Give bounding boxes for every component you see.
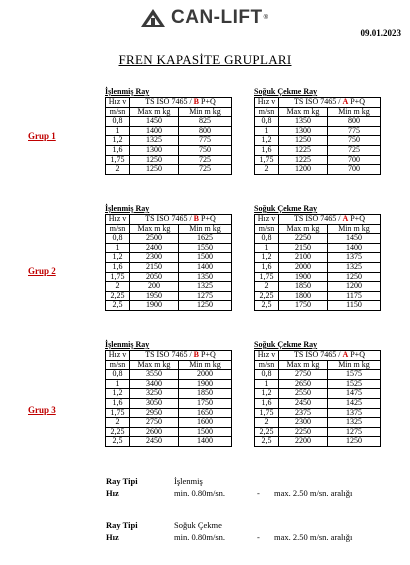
speed-cell: 1,75 xyxy=(255,408,279,418)
min-cell: 1450 xyxy=(328,234,381,244)
min-cell: 1250 xyxy=(328,437,381,447)
table-row xyxy=(106,155,232,165)
max-cell: 2400 xyxy=(130,243,179,253)
rail-type-label: Ray Tipi xyxy=(106,520,138,530)
table-row xyxy=(255,437,381,447)
max-cell: 2500 xyxy=(130,234,179,244)
min-cell: 1525 xyxy=(328,379,381,389)
table-row xyxy=(106,301,232,311)
speed-cell: 0,8 xyxy=(255,234,279,244)
rail-class-letter: A xyxy=(342,97,349,106)
min-header: Min m kg xyxy=(328,224,381,234)
group-label: Grup 2 xyxy=(28,266,56,276)
speed-cell: 2,5 xyxy=(106,301,130,311)
speed-cell: 0,8 xyxy=(255,117,279,127)
registered-mark: ® xyxy=(263,15,269,21)
max-cell: 1200 xyxy=(279,165,328,175)
speed-header: Hız v xyxy=(255,98,279,108)
pq-text: P+Q xyxy=(348,214,365,223)
rail-class-letter: B xyxy=(193,97,200,106)
max-cell: 1950 xyxy=(130,291,179,301)
table-row xyxy=(255,165,381,175)
speed-cell: 2 xyxy=(255,418,279,428)
max-cell: 1900 xyxy=(279,272,328,282)
max-cell: 3550 xyxy=(130,370,179,380)
min-cell: 1500 xyxy=(179,253,232,263)
max-cell: 2450 xyxy=(279,398,328,408)
speed-cell: 1 xyxy=(255,243,279,253)
speed-cell: 1,75 xyxy=(255,155,279,165)
speed-cell: 1,6 xyxy=(106,262,130,272)
rail-class-letter: B xyxy=(193,214,200,223)
max-header: Max m kg xyxy=(130,107,179,117)
min-cell: 800 xyxy=(179,126,232,136)
table-row xyxy=(255,117,381,127)
min-cell: 700 xyxy=(328,155,381,165)
table-row xyxy=(255,418,381,428)
speed-cell: 1,2 xyxy=(106,389,130,399)
table-row xyxy=(106,418,232,428)
max-cell: 1400 xyxy=(130,126,179,136)
max-speed: max. 2.50 m/sn. aralığı xyxy=(274,488,353,498)
max-header: Max m kg xyxy=(279,107,328,117)
table-row xyxy=(255,262,381,272)
left-table-title: İşlenmiş Ray xyxy=(105,340,150,349)
speed-cell: 2,25 xyxy=(106,427,130,437)
right-brake-table xyxy=(254,97,381,175)
right-table-title: Soğuk Çekme Ray xyxy=(254,340,318,349)
speed-cell: 1,75 xyxy=(106,408,130,418)
left-table-title: İşlenmiş Ray xyxy=(105,204,150,213)
speed-unit-header: m/sn xyxy=(255,224,279,234)
right-brake-table xyxy=(254,214,381,311)
min-cell: 1575 xyxy=(328,370,381,380)
right-table-title: Soğuk Çekme Ray xyxy=(254,204,318,213)
min-cell: 1400 xyxy=(179,437,232,447)
speed-cell: 1 xyxy=(106,126,130,136)
min-speed: min. 0.80m/sn. xyxy=(174,488,226,498)
min-cell: 1250 xyxy=(328,272,381,282)
speed-cell: 1,6 xyxy=(255,145,279,155)
standard-header xyxy=(130,98,232,108)
max-cell: 1750 xyxy=(279,301,328,311)
speed-cell: 0,8 xyxy=(106,234,130,244)
speed-unit-header: m/sn xyxy=(106,224,130,234)
standard-text: TS ISO 7465 / xyxy=(294,97,343,106)
max-header: Max m kg xyxy=(130,224,179,234)
table-row xyxy=(106,437,232,447)
max-cell: 2000 xyxy=(279,262,328,272)
max-cell: 3250 xyxy=(130,389,179,399)
pq-text: P+Q xyxy=(348,97,365,106)
table-row xyxy=(106,370,232,380)
speed-cell: 1,2 xyxy=(106,253,130,263)
speed-cell: 1,2 xyxy=(255,136,279,146)
table-row xyxy=(255,145,381,155)
speed-cell: 2,25 xyxy=(255,291,279,301)
left-table-title: İşlenmiş Ray xyxy=(105,87,150,96)
max-cell: 1250 xyxy=(130,155,179,165)
speed-cell: 2,5 xyxy=(255,437,279,447)
standard-header xyxy=(130,215,232,225)
max-cell: 2300 xyxy=(279,418,328,428)
min-cell: 1400 xyxy=(328,243,381,253)
table-row xyxy=(255,398,381,408)
min-cell: 725 xyxy=(179,165,232,175)
max-speed: max. 2.50 m/sn. aralığı xyxy=(274,532,353,542)
min-cell: 1200 xyxy=(328,282,381,292)
speed-cell: 1,75 xyxy=(255,272,279,282)
rail-type-label: Ray Tipi xyxy=(106,476,138,486)
speed-cell: 1,6 xyxy=(106,145,130,155)
min-header: Min m kg xyxy=(179,224,232,234)
min-cell: 750 xyxy=(179,145,232,155)
max-cell: 2750 xyxy=(130,418,179,428)
max-cell: 1900 xyxy=(130,301,179,311)
speed-unit-header: m/sn xyxy=(106,107,130,117)
speed-header: Hız v xyxy=(106,351,130,361)
max-cell: 2150 xyxy=(130,262,179,272)
speed-cell: 2 xyxy=(255,165,279,175)
min-cell: 1625 xyxy=(179,234,232,244)
speed-cell: 1 xyxy=(106,243,130,253)
speed-cell: 2 xyxy=(106,418,130,428)
min-cell: 1250 xyxy=(179,301,232,311)
range-dash: - xyxy=(257,532,260,542)
rail-class-letter: A xyxy=(342,214,349,223)
group-label: Grup 3 xyxy=(28,405,56,415)
table-row xyxy=(255,234,381,244)
min-cell: 1350 xyxy=(179,272,232,282)
table-row xyxy=(106,145,232,155)
rail-type-value: Soğuk Çekme xyxy=(174,520,222,530)
min-cell: 1325 xyxy=(328,418,381,428)
min-cell: 1900 xyxy=(179,379,232,389)
speed-cell: 2,25 xyxy=(255,427,279,437)
min-cell: 700 xyxy=(328,165,381,175)
standard-text: TS ISO 7465 / xyxy=(145,97,194,106)
group-label: Grup 1 xyxy=(28,131,56,141)
speed-cell: 1 xyxy=(106,379,130,389)
max-cell: 2550 xyxy=(279,389,328,399)
max-cell: 2450 xyxy=(130,437,179,447)
speed-unit-header: m/sn xyxy=(255,107,279,117)
speed-cell: 1 xyxy=(255,379,279,389)
max-cell: 2750 xyxy=(279,370,328,380)
min-cell: 1150 xyxy=(328,301,381,311)
standard-header xyxy=(130,351,232,361)
left-brake-table xyxy=(105,350,232,447)
min-cell: 2000 xyxy=(179,370,232,380)
min-header: Min m kg xyxy=(179,107,232,117)
document-date: 09.01.2023 xyxy=(360,28,401,38)
max-header: Max m kg xyxy=(130,360,179,370)
speed-cell: 2 xyxy=(106,282,130,292)
min-cell: 1750 xyxy=(179,398,232,408)
min-header: Min m kg xyxy=(328,107,381,117)
min-cell: 1425 xyxy=(328,398,381,408)
right-brake-table xyxy=(254,350,381,447)
min-cell: 1400 xyxy=(179,262,232,272)
table-row xyxy=(106,262,232,272)
min-speed: min. 0.80m/sn. xyxy=(174,532,226,542)
speed-cell: 1,2 xyxy=(255,389,279,399)
table-row xyxy=(255,370,381,380)
speed-cell: 1,2 xyxy=(255,253,279,263)
max-cell: 200 xyxy=(130,282,179,292)
max-cell: 3400 xyxy=(130,379,179,389)
table-row xyxy=(106,234,232,244)
page-title: FREN KAPASİTE GRUPLARI xyxy=(118,52,292,67)
speed-cell: 0,8 xyxy=(255,370,279,380)
max-cell: 1350 xyxy=(279,117,328,127)
standard-header xyxy=(279,215,381,225)
standard-text: TS ISO 7465 / xyxy=(145,350,194,359)
standard-text: TS ISO 7465 / xyxy=(145,214,194,223)
max-cell: 2050 xyxy=(130,272,179,282)
min-cell: 775 xyxy=(179,136,232,146)
min-cell: 1475 xyxy=(328,389,381,399)
range-dash: - xyxy=(257,488,260,498)
max-cell: 1800 xyxy=(279,291,328,301)
speed-cell: 2,5 xyxy=(255,301,279,311)
min-cell: 1325 xyxy=(179,282,232,292)
max-cell: 2250 xyxy=(279,427,328,437)
pq-text: P+Q xyxy=(199,350,216,359)
min-cell: 1550 xyxy=(179,243,232,253)
brand-name: CAN-LIFT xyxy=(171,7,263,28)
min-cell: 800 xyxy=(328,117,381,127)
max-cell: 2300 xyxy=(130,253,179,263)
table-row xyxy=(255,136,381,146)
max-cell: 2375 xyxy=(279,408,328,418)
min-cell: 775 xyxy=(328,126,381,136)
table-row xyxy=(255,155,381,165)
min-cell: 1650 xyxy=(179,408,232,418)
header xyxy=(0,0,410,30)
max-cell: 2650 xyxy=(279,379,328,389)
speed-cell: 1,6 xyxy=(255,262,279,272)
standard-header xyxy=(279,351,381,361)
max-cell: 1850 xyxy=(279,282,328,292)
min-cell: 1850 xyxy=(179,389,232,399)
rail-class-letter: A xyxy=(342,350,349,359)
max-header: Max m kg xyxy=(279,360,328,370)
table-row xyxy=(106,117,232,127)
standard-text: TS ISO 7465 / xyxy=(294,214,343,223)
table-row xyxy=(106,165,232,175)
min-cell: 725 xyxy=(328,145,381,155)
speed-cell: 2,25 xyxy=(106,291,130,301)
max-cell: 1300 xyxy=(279,126,328,136)
speed-label: Hız xyxy=(106,532,119,542)
speed-cell: 1,6 xyxy=(106,398,130,408)
max-cell: 2950 xyxy=(130,408,179,418)
table-row xyxy=(106,136,232,146)
table-row xyxy=(255,126,381,136)
speed-cell: 0,8 xyxy=(106,117,130,127)
max-header: Max m kg xyxy=(279,224,328,234)
speed-cell: 1,2 xyxy=(106,136,130,146)
min-cell: 825 xyxy=(179,117,232,127)
max-cell: 1225 xyxy=(279,145,328,155)
table-row xyxy=(106,398,232,408)
min-cell: 1500 xyxy=(179,427,232,437)
max-cell: 2100 xyxy=(279,253,328,263)
max-cell: 1225 xyxy=(279,155,328,165)
max-cell: 3050 xyxy=(130,398,179,408)
max-cell: 2200 xyxy=(279,437,328,447)
speed-unit-header: m/sn xyxy=(255,360,279,370)
min-header: Min m kg xyxy=(179,360,232,370)
speed-cell: 1 xyxy=(255,126,279,136)
table-row xyxy=(106,126,232,136)
max-cell: 1250 xyxy=(130,165,179,175)
min-cell: 1375 xyxy=(328,253,381,263)
table-row xyxy=(106,282,232,292)
min-cell: 1375 xyxy=(328,408,381,418)
speed-header: Hız v xyxy=(106,98,130,108)
standard-header xyxy=(279,98,381,108)
max-cell: 2150 xyxy=(279,243,328,253)
min-cell: 1175 xyxy=(328,291,381,301)
pq-text: P+Q xyxy=(348,350,365,359)
min-cell: 1275 xyxy=(179,291,232,301)
max-cell: 1250 xyxy=(279,136,328,146)
speed-header: Hız v xyxy=(255,351,279,361)
rail-type-value: İşlenmiş xyxy=(174,476,203,486)
speed-cell: 2 xyxy=(106,165,130,175)
speed-cell: 2 xyxy=(255,282,279,292)
pq-text: P+Q xyxy=(199,97,216,106)
min-header: Min m kg xyxy=(328,360,381,370)
max-cell: 1450 xyxy=(130,117,179,127)
min-cell: 1275 xyxy=(328,427,381,437)
speed-unit-header: m/sn xyxy=(106,360,130,370)
max-cell: 2600 xyxy=(130,427,179,437)
brand-logo xyxy=(140,7,268,29)
speed-cell: 1,6 xyxy=(255,398,279,408)
speed-cell: 2,5 xyxy=(106,437,130,447)
left-brake-table xyxy=(105,214,232,311)
rail-class-letter: B xyxy=(193,350,200,359)
min-cell: 750 xyxy=(328,136,381,146)
table-row xyxy=(255,301,381,311)
speed-label: Hız xyxy=(106,488,119,498)
canlift-triangle-icon xyxy=(140,8,166,28)
right-table-title: Soğuk Çekme Ray xyxy=(254,87,318,96)
max-cell: 1300 xyxy=(130,145,179,155)
speed-header: Hız v xyxy=(106,215,130,225)
speed-cell: 1,75 xyxy=(106,155,130,165)
speed-cell: 0,8 xyxy=(106,370,130,380)
table-row xyxy=(255,282,381,292)
speed-header: Hız v xyxy=(255,215,279,225)
min-cell: 725 xyxy=(179,155,232,165)
speed-cell: 1,75 xyxy=(106,272,130,282)
max-cell: 1325 xyxy=(130,136,179,146)
standard-text: TS ISO 7465 / xyxy=(294,350,343,359)
min-cell: 1325 xyxy=(328,262,381,272)
max-cell: 2250 xyxy=(279,234,328,244)
pq-text: P+Q xyxy=(199,214,216,223)
min-cell: 1600 xyxy=(179,418,232,428)
left-brake-table xyxy=(105,97,232,175)
